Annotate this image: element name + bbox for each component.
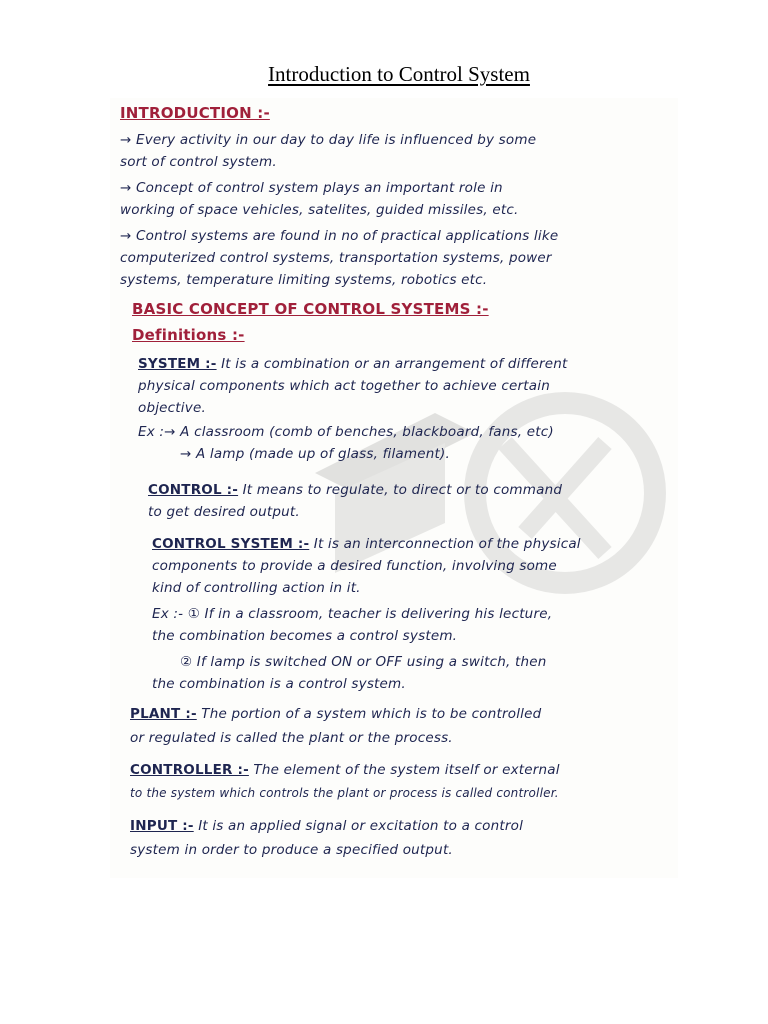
control-system-definition-line: kind of controlling action in it. [152,580,361,596]
handwritten-notes-scan [110,98,678,878]
control-system-definition: CONTROL SYSTEM :- It is an interconnection of the physical [152,536,581,552]
intro-line: working of space vehicles, satelites, guided missiles, etc. [120,202,519,218]
introduction-heading: INTRODUCTION :- [120,104,270,122]
plant-definition: PLANT :- The portion of a system which is to be controlled [130,706,542,722]
control-system-example: Ex :- ① If in a classroom, teacher is delivering his lecture, [152,606,553,622]
system-definition-line: physical components which act together to achieve certain [138,378,550,394]
intro-line: → Concept of control system plays an important role in [120,180,503,196]
control-system-example: ② If lamp is switched ON or OFF using a switch, then [180,654,547,670]
input-definition-line: system in order to produce a specified output. [130,842,453,858]
intro-line: computerized control systems, transportation systems, power [120,250,552,266]
intro-line: → Every activity in our day to day life is influenced by some [120,132,537,148]
intro-line: sort of control system. [120,154,277,170]
watermark-logo-icon [275,353,675,673]
plant-definition-line: or regulated is called the plant or the process. [130,730,453,746]
control-system-example: the combination becomes a control system. [152,628,458,644]
definitions-heading: Definitions :- [132,326,245,344]
controller-definition: CONTROLLER :- The element of the system itself or external [130,762,560,778]
input-definition: INPUT :- It is an applied signal or excitation to a control [130,818,524,834]
system-example: Ex :→ A classroom (comb of benches, blackboard, fans, etc) [138,424,554,440]
system-example: → A lamp (made up of glass, filament). [180,446,450,462]
control-definition: CONTROL :- It means to regulate, to direct or to command [148,482,563,498]
system-definition: SYSTEM :- It is a combination or an arrangement of different [138,356,568,372]
control-definition-line: to get desired output. [148,504,300,520]
system-definition-line: objective. [138,400,206,416]
controller-definition-line: to the system which controls the plant or process is called controller. [130,786,559,800]
control-system-definition-line: components to provide a desired function, involving some [152,558,557,574]
intro-line: → Control systems are found in no of practical applications like [120,228,559,244]
intro-line: systems, temperature limiting systems, robotics etc. [120,272,488,288]
basic-concept-heading: BASIC CONCEPT OF CONTROL SYSTEMS :- [132,300,489,318]
control-system-example: the combination is a control system. [152,676,406,692]
page-title: Introduction to Control System [268,62,530,86]
